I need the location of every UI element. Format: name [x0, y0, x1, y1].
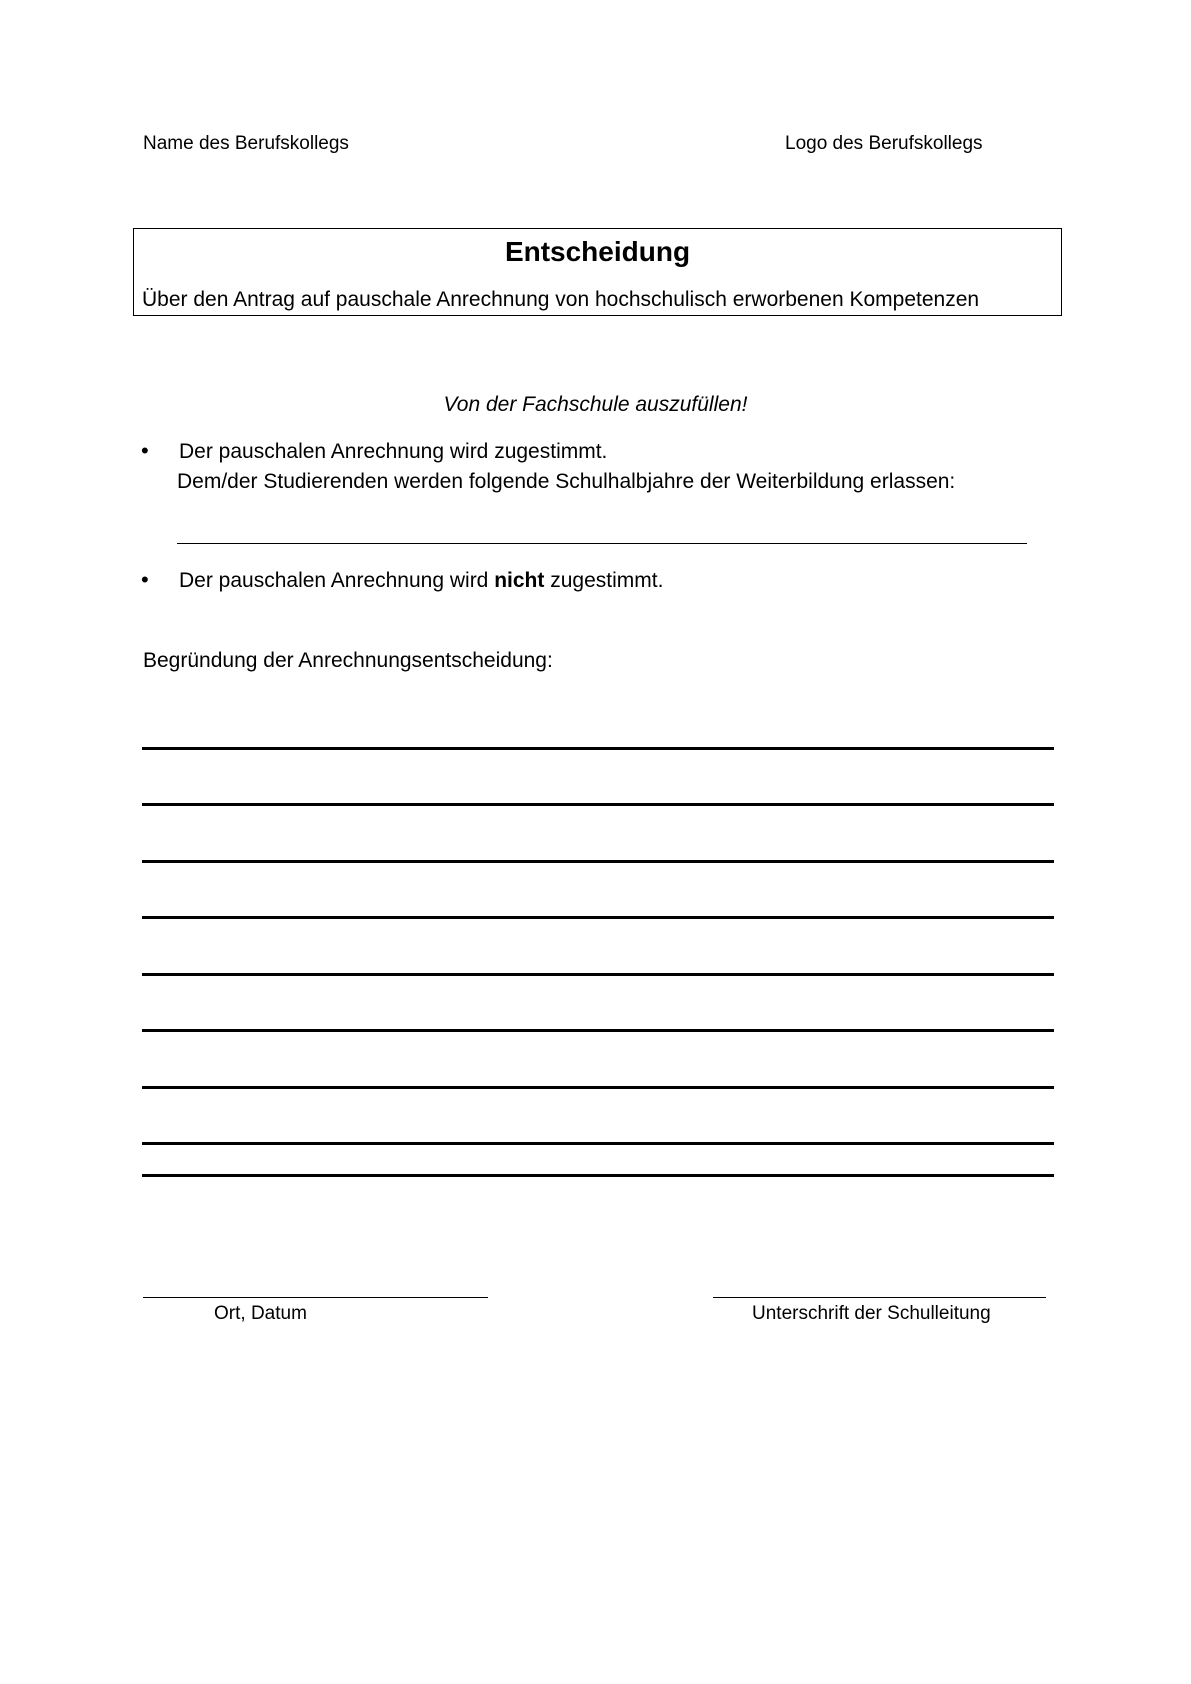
justification-line[interactable]	[142, 1086, 1054, 1089]
school-name-placeholder: Name des Berufskollegs	[143, 133, 349, 154]
approve-option-text: Der pauschalen Anrechnung wird zugestimmt.	[179, 440, 608, 463]
approve-option-detail: Dem/der Studierenden werden folgende Schulhalbjahre der Weiterbildung erlassen:	[177, 470, 956, 493]
decision-title: Entscheidung	[504, 236, 691, 267]
justification-label: Begründung der Anrechnungsentscheidung:	[143, 649, 553, 672]
justification-line[interactable]	[142, 747, 1054, 750]
reject-text-before: Der pauschalen Anrechnung wird	[179, 569, 495, 592]
decision-subtitle: Über den Antrag auf pauschale Anrechnung von hochschulisch erworbenen Kompetenzen	[142, 288, 980, 311]
justification-line[interactable]	[142, 803, 1054, 806]
instruction-text: Von der Fachschule auszufüllen!	[443, 393, 748, 416]
principal-signature-line[interactable]	[713, 1297, 1046, 1298]
reject-option-text	[179, 568, 663, 594]
reject-text-emphasis: nicht	[494, 569, 545, 592]
semesters-fill-line[interactable]	[177, 543, 1027, 544]
justification-line[interactable]	[142, 860, 1054, 863]
justification-line[interactable]	[142, 1142, 1054, 1145]
justification-line[interactable]	[142, 916, 1054, 919]
justification-line[interactable]	[142, 973, 1054, 976]
bullet-icon: •	[141, 567, 149, 592]
principal-signature-label: Unterschrift der Schulleitung	[752, 1303, 991, 1324]
place-date-line[interactable]	[143, 1297, 488, 1298]
school-logo-placeholder: Logo des Berufskollegs	[785, 133, 983, 154]
place-date-label: Ort, Datum	[214, 1303, 307, 1324]
decision-title-box	[133, 228, 1062, 316]
reject-text-after: zugestimmt.	[544, 569, 664, 592]
justification-line[interactable]	[142, 1174, 1054, 1177]
bullet-icon: •	[141, 438, 149, 463]
justification-line[interactable]	[142, 1029, 1054, 1032]
